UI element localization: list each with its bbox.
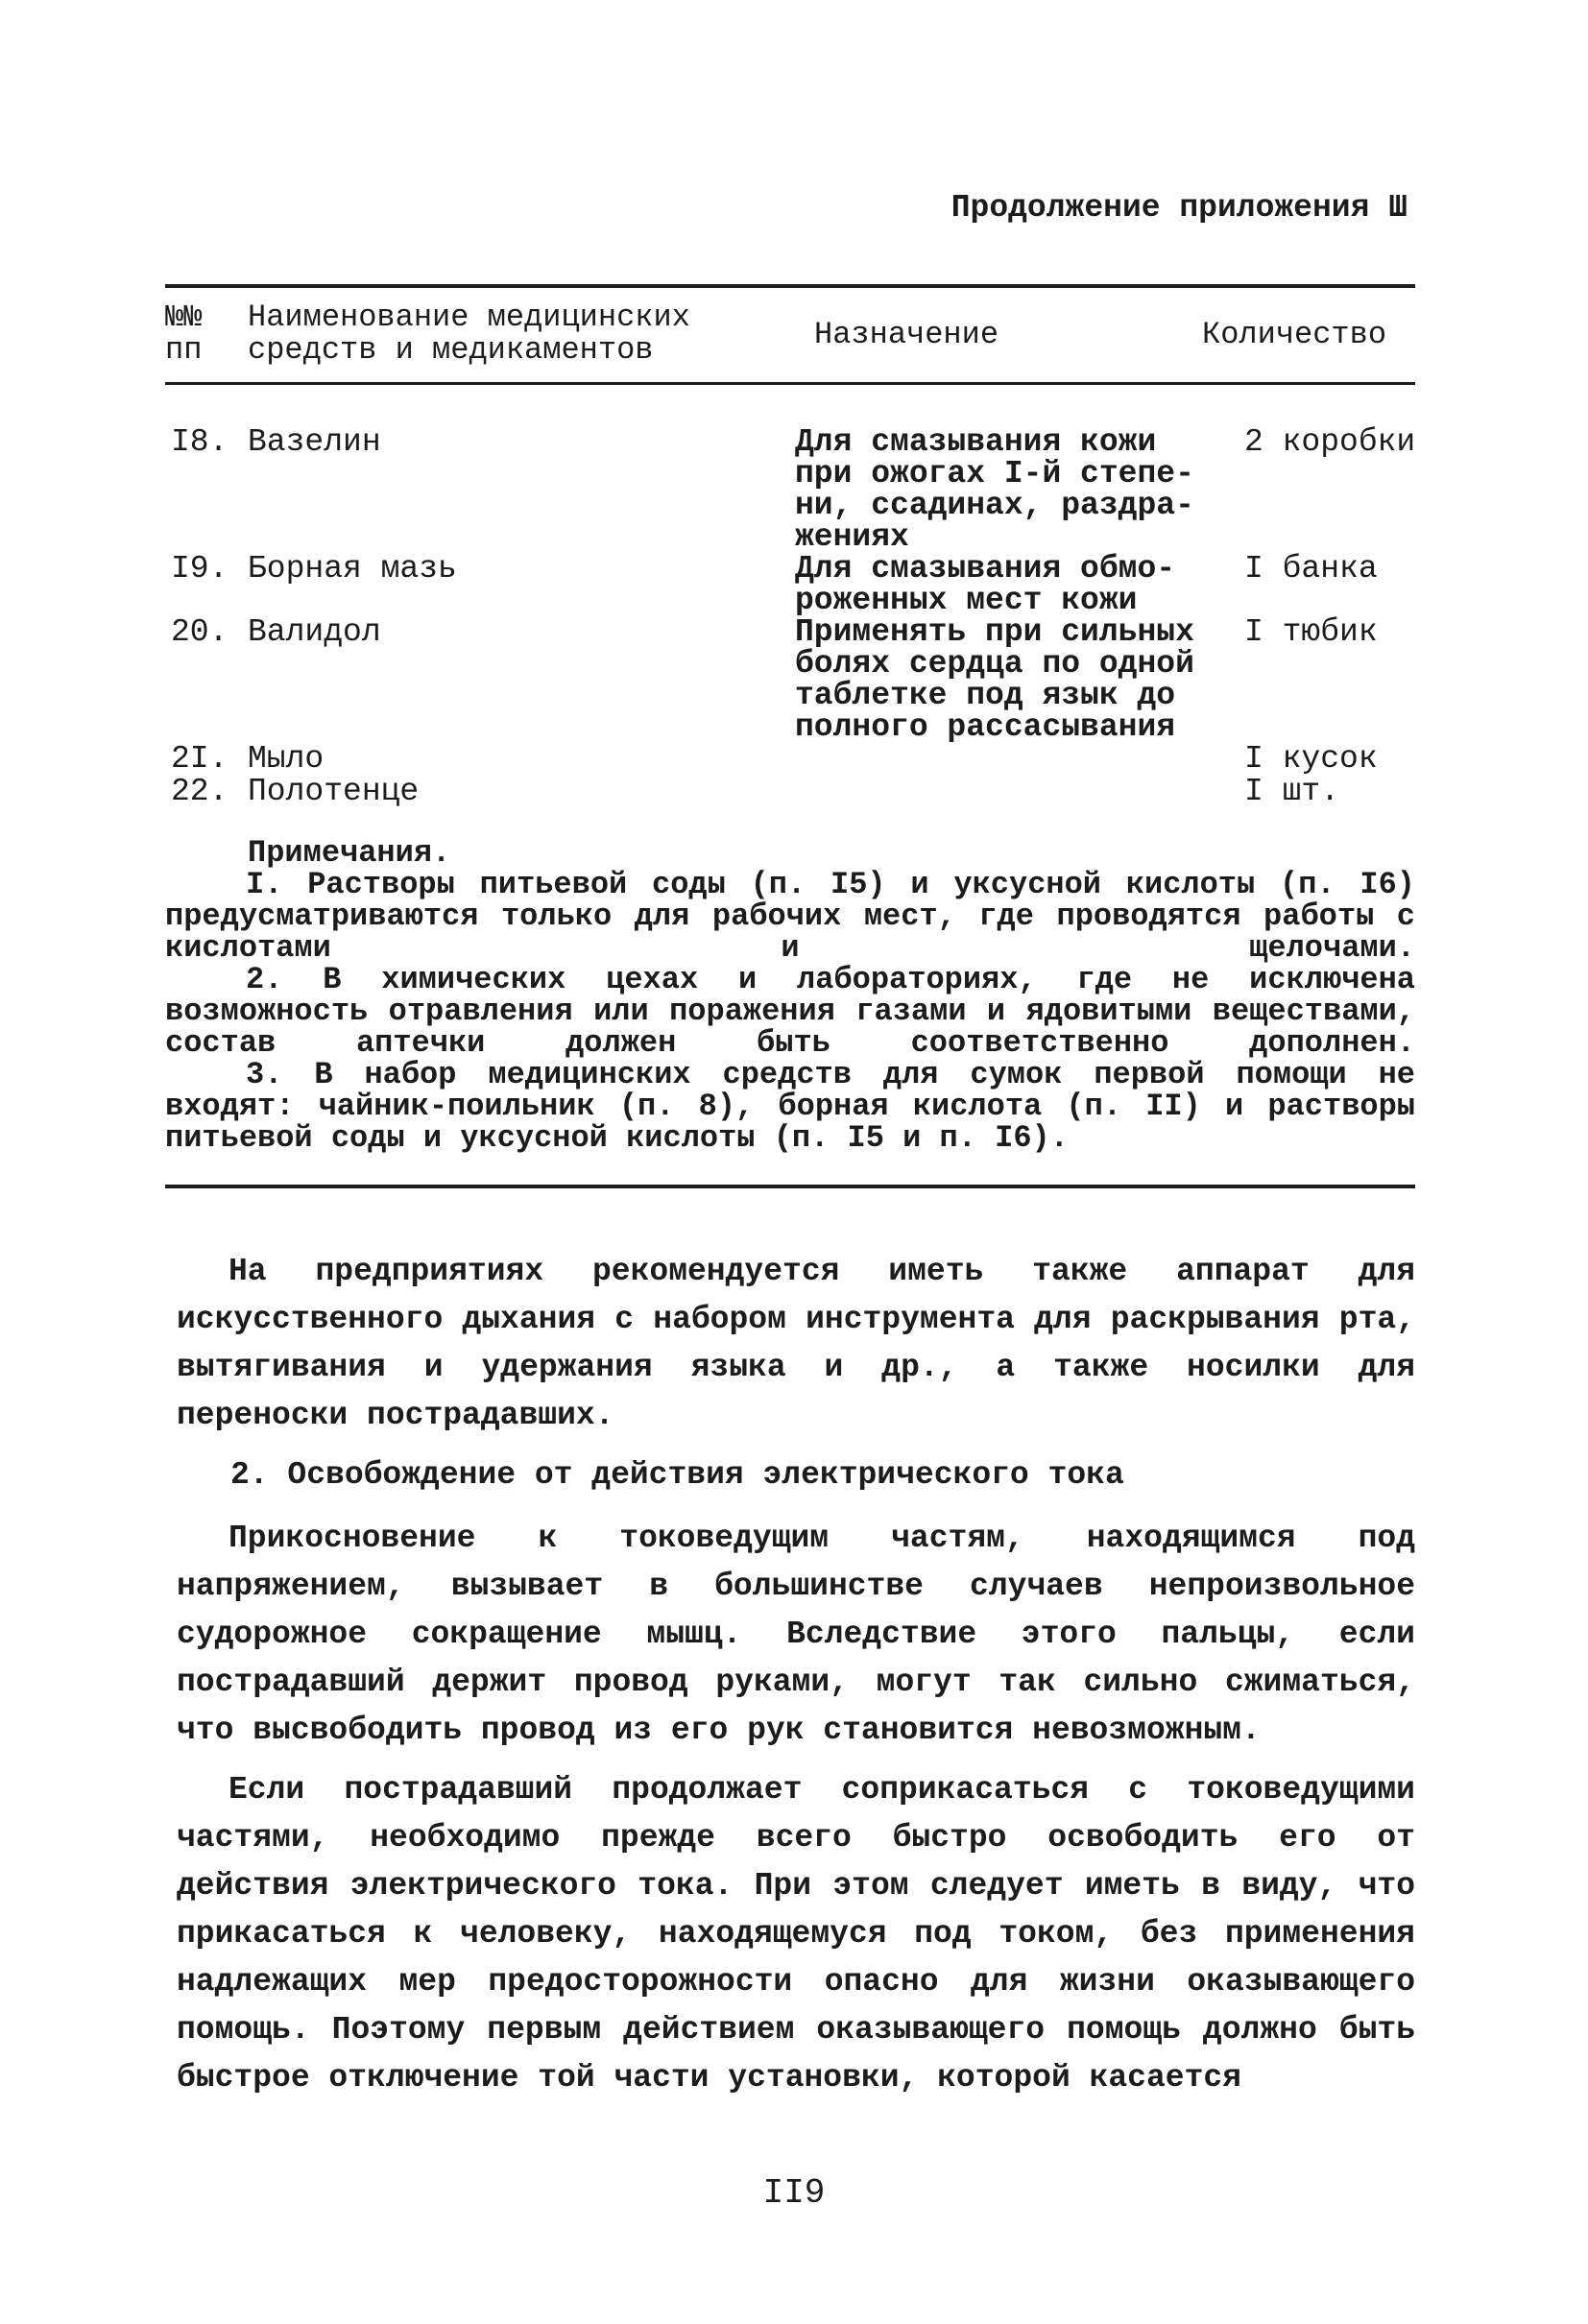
row-name: Борная мазь [248,551,457,587]
notes-title: Примечания. [248,835,451,871]
row-quantity: I кусок [1244,741,1378,777]
row-number: I8. [171,424,229,460]
row-number: 22. [171,774,229,809]
paragraph: Если пострадавший продолжает соприкасаться с токоведущими частями, необходимо прежде всего быстро освободить его от действия электрического тока. При этом следует иметь в виду, что прикасаться к человеку, находящемуся под током, без применения надлежащих мер предосторожности опасно для жизни оказывающего помощь. Поэтому первым действием оказывающего помощь должно быть быстрое отключение той части установки, которой касается [177,1772,1415,2096]
table-notes [165,837,1415,1154]
paragraph: На предприятиях рекомендуется иметь также аппарат для искусственного дыхания с набором инструмента для раскрывания рта, вытягивания и удержания языка и др., а также носилки для переноски пострадавших. [177,1254,1415,1433]
row-quantity: I тюбик [1244,614,1378,650]
continuation-header: Продолжение приложения Ш [950,190,1408,226]
row-purpose: Для смазывания обмо- роженных мест кожи [795,551,1176,618]
note-item: I. Растворы питьевой соды (п. I5) и уксусной кислоты (п. I6) предусматриваются только для рабочих мест, где проводятся работы с кислотами и щелочами. [165,867,1415,966]
row-name: Валидол [248,614,381,650]
paragraph: Прикосновение к токоведущим частям, находящимся под напряжением, вызывает в большинстве случаев непроизвольное судорожное сокращение мышц. Вследствие этого пальцы, если пострадавший держит провод руками, могут так сильно сжиматься, что высвободить провод из его рук становится невозможным. [177,1521,1415,1748]
row-number: 20. [171,614,229,650]
note-item: 3. В набор медицинских средств для сумок первой помощи не входят: чайник-поильник (п. 8), борная кислота (п. II) и растворы питьевой соды и уксусной кислоты (п. I5 и п. I6). [165,1057,1415,1156]
row-purpose: Для смазывания кожи при ожогах I-й степе- ни, ссадинах, раздра- жениях [795,424,1194,555]
header-purpose: Назначение [814,317,999,352]
page-number: II9 [762,2173,826,2213]
note-item: 2. В химических цехах и лабораториях, где не исключена возможность отравления или поражения газами и ядовитыми веществами, состав аптечки должен быть соответственно дополнен. [165,962,1415,1061]
row-quantity: I шт. [1244,774,1340,809]
row-name: Вазелин [248,424,381,460]
body-text [177,1248,1415,2114]
row-name: Полотенце [248,774,420,809]
row-quantity: 2 коробки [1244,424,1416,460]
header-name: Наименование медицинских средств и медикаментов [248,299,690,368]
header-quantity: Количество [1202,317,1387,352]
header-number: №№ пп [165,299,203,368]
row-number: 2I. [171,741,229,777]
row-purpose: Применять при сильных болях сердца по одной таблетке под язык до полного рассасывания [795,614,1194,745]
table-header-rule [165,382,1415,385]
table-top-rule [165,284,1415,288]
section-heading: 2. Освобождение от действия электрического тока [230,1457,1124,1493]
table-bottom-rule [165,1185,1415,1188]
row-number: I9. [171,551,229,587]
row-quantity: I банка [1244,551,1378,587]
row-name: Мыло [248,741,325,777]
